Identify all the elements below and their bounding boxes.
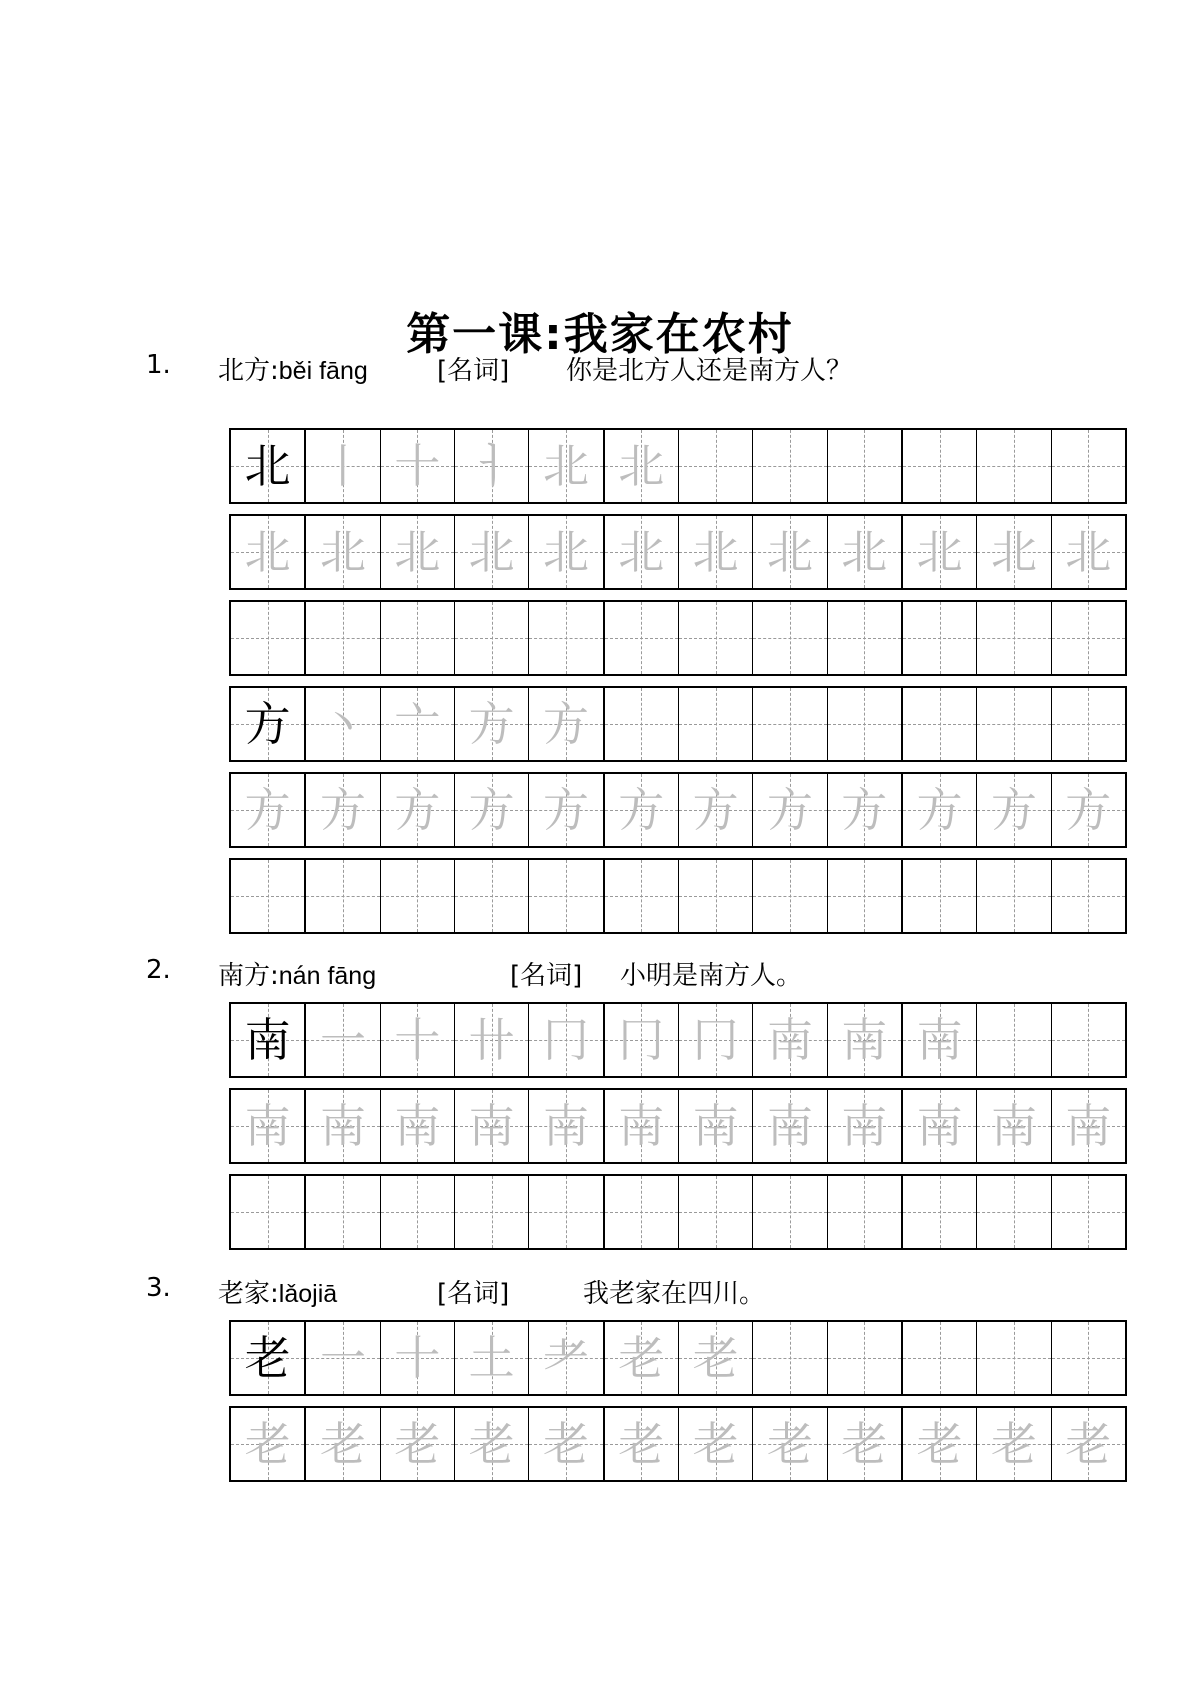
grid-cell [231, 1004, 306, 1076]
grid-cell[interactable] [977, 1176, 1051, 1248]
grid-cell[interactable] [1052, 860, 1125, 932]
grid-cell [977, 1408, 1051, 1480]
grid-cell[interactable] [381, 1176, 455, 1248]
stroke-step-character: 南 [841, 1013, 888, 1067]
grid-cell [679, 430, 753, 502]
stroke-step-character: 冂 [618, 1013, 665, 1067]
grid-cell [1052, 516, 1125, 588]
grid-cell [1052, 1322, 1125, 1394]
entry-word: 北方:běi fāng [218, 356, 368, 386]
trace-character: 南 [916, 1099, 963, 1153]
grid-cell [455, 1408, 529, 1480]
trace-character: 南 [1065, 1099, 1112, 1153]
grid-cell [753, 516, 827, 588]
grid-cell[interactable] [529, 1176, 604, 1248]
grid-cell [753, 1090, 827, 1162]
stroke-step-character: 冂 [542, 1013, 589, 1067]
grid-cell [306, 1004, 380, 1076]
page-title: 第一课:我家在农村 [406, 309, 794, 360]
word-pinyin: nán fāng [278, 962, 377, 990]
stroke-step-character: 方 [542, 697, 589, 751]
trace-character: 方 [766, 783, 813, 837]
grid-cell [903, 430, 977, 502]
grid-cell [605, 774, 679, 846]
trace-character: 老 [618, 1417, 665, 1471]
grid-cell [381, 430, 455, 502]
grid-cell[interactable] [455, 602, 529, 674]
grid-cell[interactable] [679, 860, 753, 932]
grid-cell[interactable] [231, 860, 306, 932]
trace-character: 北 [319, 525, 366, 579]
grid-cell [306, 516, 380, 588]
grid-cell [455, 1322, 529, 1394]
trace-character: 南 [841, 1099, 888, 1153]
trace-character: 南 [692, 1099, 739, 1153]
grid-cell [977, 774, 1051, 846]
grid-cell [381, 1322, 455, 1394]
grid-cell [306, 430, 380, 502]
stroke-step-character: 老 [618, 1331, 665, 1385]
stroke-step-character: 北 [618, 439, 665, 493]
trace-character: 老 [542, 1417, 589, 1471]
grid-cell [529, 688, 604, 760]
trace-character: 方 [618, 783, 665, 837]
stroke-step-character: 南 [766, 1013, 813, 1067]
grid-cell [231, 430, 306, 502]
grid-cell [828, 1408, 903, 1480]
trace-character: 方 [394, 783, 441, 837]
grid-cell [605, 1408, 679, 1480]
grid-cell[interactable] [1052, 1176, 1125, 1248]
grid-cell [306, 774, 380, 846]
grid-cell[interactable] [828, 1176, 903, 1248]
example-sentence: 小明是南方人。 [620, 961, 803, 991]
tracing-row [229, 1406, 1127, 1482]
grid-cell[interactable] [903, 1176, 977, 1248]
grid-cell [1052, 688, 1125, 760]
grid-cell[interactable] [381, 602, 455, 674]
grid-cell [903, 516, 977, 588]
grid-cell[interactable] [753, 1176, 827, 1248]
trace-character: 老 [916, 1417, 963, 1471]
trace-character: 南 [468, 1099, 515, 1153]
grid-cell [381, 1408, 455, 1480]
grid-cell[interactable] [828, 860, 903, 932]
grid-cell [455, 1004, 529, 1076]
grid-cell [977, 1322, 1051, 1394]
grid-cell[interactable] [605, 1176, 679, 1248]
grid-cell [753, 1322, 827, 1394]
grid-cell [977, 1004, 1051, 1076]
stroke-step-character: 方 [468, 697, 515, 751]
grid-cell [903, 1408, 977, 1480]
trace-character: 方 [542, 783, 589, 837]
trace-character: 老 [244, 1417, 291, 1471]
trace-character: 南 [542, 1099, 589, 1153]
grid-cell [231, 688, 306, 760]
word-pinyin: lǎojiā [278, 1280, 338, 1308]
grid-cell[interactable] [753, 602, 827, 674]
grid-cell [903, 774, 977, 846]
grid-cell [753, 1004, 827, 1076]
grid-cell [231, 1090, 306, 1162]
grid-cell [903, 1004, 977, 1076]
trace-character: 南 [990, 1099, 1037, 1153]
grid-cell [529, 774, 604, 846]
trace-character: 南 [766, 1099, 813, 1153]
trace-character: 北 [542, 525, 589, 579]
grid-cell[interactable] [903, 602, 977, 674]
grid-cell [529, 1090, 604, 1162]
model-character: 北 [244, 439, 291, 493]
grid-cell [828, 430, 903, 502]
grid-cell[interactable] [306, 860, 380, 932]
word-hanzi: 北方 [218, 356, 271, 386]
grid-cell [381, 1090, 455, 1162]
trace-character: 方 [244, 783, 291, 837]
grid-cell [977, 516, 1051, 588]
stroke-order-row [229, 428, 1127, 504]
grid-cell [381, 1004, 455, 1076]
grid-cell [977, 430, 1051, 502]
grid-cell[interactable] [977, 860, 1051, 932]
entry-word: 南方:nán fāng [218, 961, 377, 991]
model-character: 老 [244, 1331, 291, 1385]
trace-character: 南 [244, 1099, 291, 1153]
grid-cell [455, 430, 529, 502]
grid-cell[interactable] [605, 860, 679, 932]
trace-character: 老 [990, 1417, 1037, 1471]
grid-cell [231, 1408, 306, 1480]
grid-cell [455, 688, 529, 760]
trace-character: 南 [618, 1099, 665, 1153]
grid-cell [679, 774, 753, 846]
trace-character: 南 [394, 1099, 441, 1153]
stroke-step-character: 耂 [542, 1331, 589, 1385]
grid-cell [381, 774, 455, 846]
trace-character: 北 [841, 525, 888, 579]
grid-cell[interactable] [231, 1176, 306, 1248]
tracing-row [229, 1088, 1127, 1164]
grid-cell [679, 1090, 753, 1162]
trace-character: 方 [916, 783, 963, 837]
stroke-step-character: 南 [916, 1013, 963, 1067]
trace-character: 方 [319, 783, 366, 837]
grid-cell [753, 430, 827, 502]
grid-cell[interactable] [529, 602, 604, 674]
grid-cell [381, 516, 455, 588]
entry-number: 1. [146, 350, 171, 380]
entry-word: 老家:lǎojiā [218, 1279, 338, 1309]
grid-cell [679, 1408, 753, 1480]
trace-character: 北 [468, 525, 515, 579]
grid-cell [231, 516, 306, 588]
part-of-speech: [名词] [437, 356, 510, 386]
stroke-order-row [229, 1002, 1127, 1078]
trace-character: 北 [990, 525, 1037, 579]
grid-cell [1052, 1408, 1125, 1480]
grid-cell [306, 1322, 380, 1394]
stroke-step-character: 北 [542, 439, 589, 493]
grid-cell [828, 1090, 903, 1162]
part-of-speech: [名词] [437, 1279, 510, 1309]
grid-cell[interactable] [306, 1176, 380, 1248]
tracing-row [229, 514, 1127, 590]
grid-cell[interactable] [455, 1176, 529, 1248]
practice-row[interactable] [229, 1174, 1127, 1250]
grid-cell [529, 430, 604, 502]
grid-cell [679, 688, 753, 760]
stroke-step-character: 十 [394, 1013, 441, 1067]
grid-cell [828, 688, 903, 760]
grid-cell [529, 516, 604, 588]
grid-cell[interactable] [1052, 602, 1125, 674]
stroke-order-row [229, 686, 1127, 762]
entry-number: 2. [146, 955, 171, 985]
grid-cell [828, 774, 903, 846]
stroke-step-character: 一 [319, 1331, 366, 1385]
grid-cell [903, 1090, 977, 1162]
trace-character: 老 [394, 1417, 441, 1471]
model-character: 南 [244, 1013, 291, 1067]
stroke-step-character: 一 [319, 1013, 366, 1067]
grid-cell [529, 1322, 604, 1394]
grid-cell [679, 1322, 753, 1394]
grid-cell [455, 774, 529, 846]
grid-cell [828, 1004, 903, 1076]
grid-cell [529, 1408, 604, 1480]
grid-cell [605, 1004, 679, 1076]
grid-cell [306, 1090, 380, 1162]
grid-cell[interactable] [605, 602, 679, 674]
tracing-row [229, 772, 1127, 848]
grid-cell [605, 1322, 679, 1394]
grid-cell[interactable] [231, 602, 306, 674]
grid-cell [1052, 774, 1125, 846]
grid-cell [753, 688, 827, 760]
grid-cell [903, 688, 977, 760]
grid-cell [1052, 1090, 1125, 1162]
trace-character: 北 [692, 525, 739, 579]
grid-cell[interactable] [753, 860, 827, 932]
stroke-step-character: 土 [468, 1331, 515, 1385]
grid-cell[interactable] [828, 602, 903, 674]
grid-cell[interactable] [529, 860, 604, 932]
trace-character: 方 [692, 783, 739, 837]
grid-cell [306, 688, 380, 760]
trace-character: 南 [319, 1099, 366, 1153]
grid-cell [753, 1408, 827, 1480]
grid-cell [1052, 1004, 1125, 1076]
example-sentence: 我老家在四川。 [583, 1279, 766, 1309]
grid-cell [828, 1322, 903, 1394]
stroke-step-character: 卄 [468, 1013, 515, 1067]
grid-cell [753, 774, 827, 846]
trace-character: 北 [766, 525, 813, 579]
trace-character: 方 [990, 783, 1037, 837]
trace-character: 老 [468, 1417, 515, 1471]
grid-cell [1052, 430, 1125, 502]
entry-number: 3. [146, 1273, 171, 1303]
grid-cell [529, 1004, 604, 1076]
trace-character: 老 [766, 1417, 813, 1471]
trace-character: 老 [1065, 1417, 1112, 1471]
grid-cell [977, 688, 1051, 760]
trace-character: 老 [692, 1417, 739, 1471]
trace-character: 方 [468, 783, 515, 837]
trace-character: 北 [244, 525, 291, 579]
trace-character: 北 [618, 525, 665, 579]
practice-row[interactable] [229, 858, 1127, 934]
stroke-step-character: 丨 [319, 439, 366, 493]
trace-character: 北 [916, 525, 963, 579]
grid-cell [381, 688, 455, 760]
grid-cell [231, 774, 306, 846]
stroke-step-character: 冂 [692, 1013, 739, 1067]
grid-cell [455, 1090, 529, 1162]
grid-cell[interactable] [903, 860, 977, 932]
trace-character: 老 [841, 1417, 888, 1471]
trace-character: 北 [394, 525, 441, 579]
grid-cell[interactable] [977, 602, 1051, 674]
grid-cell [605, 430, 679, 502]
stroke-step-character: 亠 [394, 697, 441, 751]
grid-cell[interactable] [381, 860, 455, 932]
grid-cell [977, 1090, 1051, 1162]
grid-cell [679, 516, 753, 588]
practice-row[interactable] [229, 600, 1127, 676]
grid-cell [903, 1322, 977, 1394]
grid-cell [231, 1322, 306, 1394]
grid-cell [605, 1090, 679, 1162]
word-hanzi: 南方 [218, 961, 271, 991]
word-pinyin: běi fāng [278, 357, 368, 385]
grid-cell[interactable] [306, 602, 380, 674]
trace-character: 方 [841, 783, 888, 837]
word-hanzi: 老家 [218, 1279, 271, 1309]
stroke-order-row [229, 1320, 1127, 1396]
grid-cell [605, 688, 679, 760]
stroke-step-character: 十 [394, 1331, 441, 1385]
part-of-speech: [名词] [510, 961, 583, 991]
stroke-step-character: 十 [394, 439, 441, 493]
trace-character: 老 [319, 1417, 366, 1471]
grid-cell [828, 516, 903, 588]
example-sentence: 你是北方人还是南方人？ [566, 356, 853, 386]
stroke-step-character: 丶 [319, 697, 366, 751]
model-character: 方 [244, 697, 291, 751]
trace-character: 方 [1065, 783, 1112, 837]
grid-cell [306, 1408, 380, 1480]
grid-cell [455, 516, 529, 588]
grid-cell[interactable] [679, 1176, 753, 1248]
trace-character: 北 [1065, 525, 1112, 579]
grid-cell[interactable] [679, 602, 753, 674]
grid-cell [679, 1004, 753, 1076]
stroke-step-character: 老 [692, 1331, 739, 1385]
grid-cell [605, 516, 679, 588]
grid-cell[interactable] [455, 860, 529, 932]
stroke-step-character: ㅓ [469, 439, 514, 493]
